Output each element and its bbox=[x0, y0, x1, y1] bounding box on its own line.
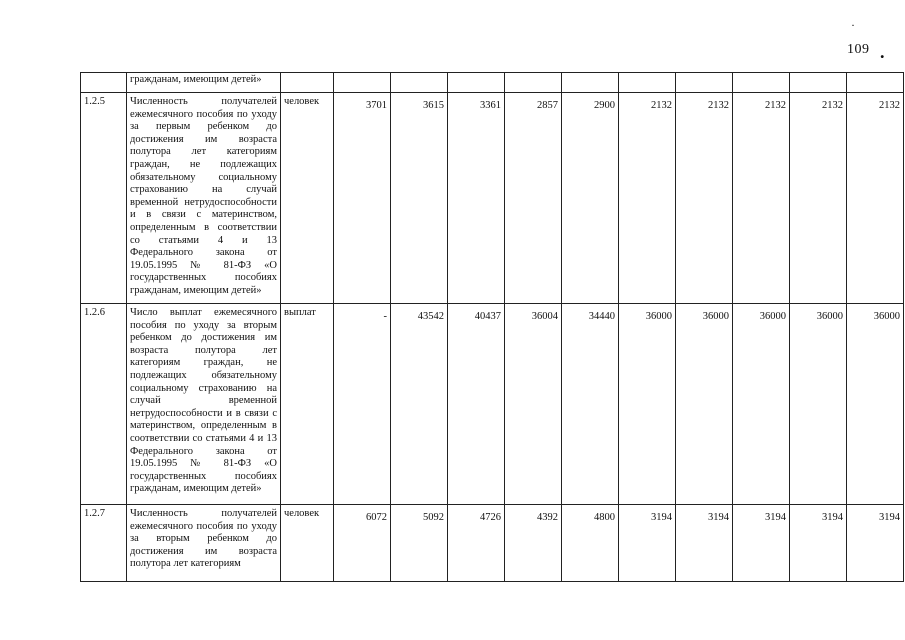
row-value-cell: 3194 bbox=[619, 505, 676, 582]
scan-speck: . bbox=[880, 42, 885, 62]
indicator-table bbox=[80, 72, 904, 582]
table-row bbox=[81, 73, 904, 93]
row-code-cell: 1.2.5 bbox=[81, 93, 127, 304]
row-value-cell: 36000 bbox=[676, 304, 733, 505]
row-value-cell: 2132 bbox=[790, 93, 847, 304]
row-unit-cell bbox=[281, 73, 334, 93]
row-value-cell: 4800 bbox=[562, 505, 619, 582]
table-row bbox=[81, 93, 904, 304]
scan-speck: · bbox=[851, 18, 855, 32]
row-value-cell: 2900 bbox=[562, 93, 619, 304]
row-value-cell: 36000 bbox=[790, 304, 847, 505]
row-value-cell: 3194 bbox=[733, 505, 790, 582]
row-value-cell: 34440 bbox=[562, 304, 619, 505]
table-body bbox=[81, 73, 904, 582]
row-value-cell: 36004 bbox=[505, 304, 562, 505]
row-value-cell bbox=[790, 73, 847, 93]
row-value-cell: 2132 bbox=[733, 93, 790, 304]
row-value-cell: 36000 bbox=[733, 304, 790, 505]
row-value-cell: 43542 bbox=[391, 304, 448, 505]
row-value-cell: 3701 bbox=[334, 93, 391, 304]
row-value-cell: 4392 bbox=[505, 505, 562, 582]
row-value-cell: 3615 bbox=[391, 93, 448, 304]
row-value-cell: 36000 bbox=[847, 304, 904, 505]
row-value-cell: 36000 bbox=[619, 304, 676, 505]
row-value-cell: - bbox=[334, 304, 391, 505]
row-unit-cell: человек bbox=[281, 505, 334, 582]
table-row bbox=[81, 304, 904, 505]
table-row bbox=[81, 505, 904, 582]
row-description-cell: гражданам, имеющим детей» bbox=[127, 73, 281, 93]
row-value-cell bbox=[505, 73, 562, 93]
row-value-cell bbox=[619, 73, 676, 93]
row-value-cell: 3194 bbox=[676, 505, 733, 582]
row-value-cell: 3194 bbox=[847, 505, 904, 582]
row-value-cell bbox=[448, 73, 505, 93]
row-code-cell: 1.2.7 bbox=[81, 505, 127, 582]
row-value-cell bbox=[562, 73, 619, 93]
row-unit-cell: выплат bbox=[281, 304, 334, 505]
row-value-cell: 5092 bbox=[391, 505, 448, 582]
row-unit-cell: человек bbox=[281, 93, 334, 304]
row-value-cell bbox=[391, 73, 448, 93]
row-value-cell bbox=[733, 73, 790, 93]
row-code-cell: 1.2.6 bbox=[81, 304, 127, 505]
row-code-cell bbox=[81, 73, 127, 93]
row-value-cell bbox=[847, 73, 904, 93]
row-value-cell bbox=[676, 73, 733, 93]
row-description-cell: Численность получателей ежемесячного пособия по уходу за вторым ребенком до достижения им возраста полутора лет категориям bbox=[127, 505, 281, 582]
row-value-cell bbox=[334, 73, 391, 93]
row-value-cell: 2857 bbox=[505, 93, 562, 304]
row-description-cell: Число выплат ежемесячного пособия по уходу за вторым ребенком до достижения им возраста полутора лет категориям граждан, не подлежащих обязательному социальному страхованию на случай временной нетрудоспособности и в связи с материнством, определенным в соответствии со статьями 4 и 13 Федерального закона от 19.05.1995 № 81-ФЗ «О государственных пособиях гражданам, имеющим детей» bbox=[127, 304, 281, 505]
row-value-cell: 40437 bbox=[448, 304, 505, 505]
row-description-cell: Численность получателей ежемесячного пособия по уходу за первым ребенком до достижения им возраста полутора лет категориям граждан, не подлежащих обязательному социальному страхованию на случай временной нетрудоспособности и в связи с материнством, определенным в соответствии со статьями 4 и 13 Федерального закона от 19.05.1995 № 81-ФЗ «О государственных пособиях гражданам, имеющим детей» bbox=[127, 93, 281, 304]
page-number: 109 bbox=[847, 42, 870, 57]
row-value-cell: 6072 bbox=[334, 505, 391, 582]
row-value-cell: 2132 bbox=[619, 93, 676, 304]
row-value-cell: 3194 bbox=[790, 505, 847, 582]
row-value-cell: 2132 bbox=[847, 93, 904, 304]
row-value-cell: 2132 bbox=[676, 93, 733, 304]
row-value-cell: 3361 bbox=[448, 93, 505, 304]
row-value-cell: 4726 bbox=[448, 505, 505, 582]
